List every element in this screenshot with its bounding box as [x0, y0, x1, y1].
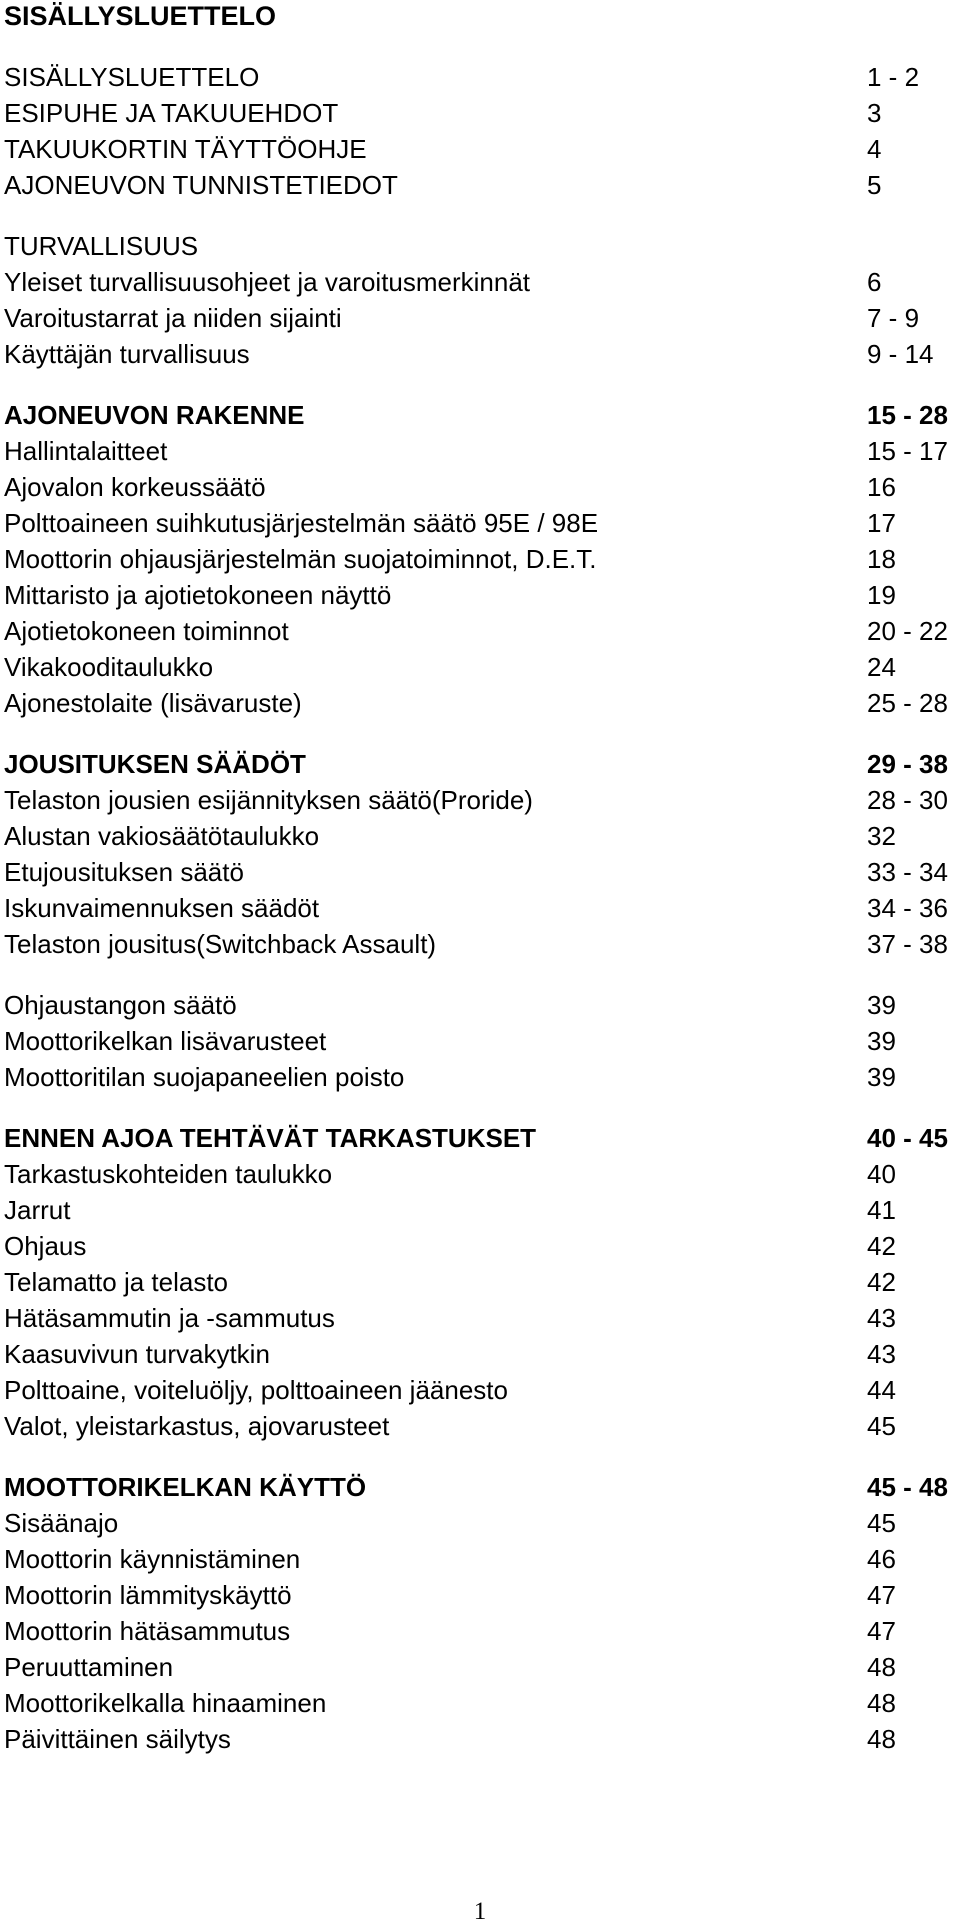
toc-entry-label: Ajonestolaite (lisävaruste)	[4, 688, 302, 718]
toc-entry-row	[4, 649, 944, 685]
table-of-contents	[4, 59, 948, 1757]
toc-entry-row	[4, 818, 944, 854]
toc-entry-row	[4, 131, 944, 167]
toc-entry-label: Hätäsammutin ja -sammutus	[4, 1303, 335, 1333]
toc-entry-label: Ajotietokoneen toiminnot	[4, 616, 289, 646]
toc-entry-pages: 41	[867, 1195, 896, 1225]
toc-entry-row	[4, 1721, 944, 1757]
toc-entry-pages: 48	[867, 1688, 896, 1718]
toc-entry-label: Peruuttaminen	[4, 1652, 174, 1682]
toc-entry-pages: 15 - 17	[867, 436, 948, 466]
toc-entry-pages: 37 - 38	[867, 929, 948, 959]
toc-heading-row	[4, 397, 948, 433]
toc-entry-label: SISÄLLYSLUETTELO	[4, 62, 260, 92]
toc-entry-row	[4, 1228, 944, 1264]
toc-heading-row	[4, 746, 948, 782]
toc-entry-label: Iskunvaimennuksen säädöt	[4, 893, 320, 923]
toc-entry-label: Ajovalon korkeussäätö	[4, 472, 266, 502]
toc-entry-label: Polttoaineen suihkutusjärjestelmän säätö 95E / 98E	[4, 508, 599, 538]
toc-entry-row	[4, 264, 944, 300]
toc-entry-row	[4, 1300, 944, 1336]
toc-entry-pages: 33 - 34	[867, 857, 948, 887]
toc-entry-label: Sisäänajo	[4, 1508, 119, 1538]
toc-entry-label: Päivittäinen säilytys	[4, 1724, 231, 1754]
toc-entry-label: Telamatto ja telasto	[4, 1267, 229, 1297]
toc-entry-row	[4, 95, 944, 131]
toc-entry-pages: 44	[867, 1375, 896, 1405]
toc-entry-pages: 19	[867, 580, 896, 610]
toc-entry-row	[4, 300, 944, 336]
toc-section	[4, 397, 948, 721]
toc-entry-row	[4, 1505, 944, 1541]
toc-entry-pages: 17	[867, 508, 896, 538]
toc-entry-label: Yleiset turvallisuusohjeet ja varoitusmerkinnät	[4, 267, 531, 297]
toc-entry-pages: 39	[867, 1026, 896, 1056]
toc-entry-label: TAKUUKORTIN TÄYTTÖOHJE	[4, 134, 367, 164]
toc-entry-row	[4, 1408, 944, 1444]
toc-entry-label: Ohjaustangon säätö	[4, 990, 237, 1020]
toc-entry-label: Polttoaine, voiteluöljy, polttoaineen jäänesto	[4, 1375, 508, 1405]
toc-entry-label: Kaasuvivun turvakytkin	[4, 1339, 270, 1369]
toc-entry-label: TURVALLISUUS	[4, 231, 199, 261]
toc-entry-label: Telaston jousien esijännityksen säätö(Proride)	[4, 785, 533, 815]
toc-entry-pages: 3	[867, 98, 882, 128]
toc-entry-label: Alustan vakiosäätötaulukko	[4, 821, 320, 851]
toc-entry-label: Moottorin ohjausjärjestelmän suojatoiminnot, D.E.T.	[4, 544, 597, 574]
toc-entry-pages: 16	[867, 472, 896, 502]
toc-entry-pages: 40	[867, 1159, 896, 1189]
toc-entry-label: MOOTTORIKELKAN KÄYTTÖ	[4, 1472, 367, 1502]
toc-entry-label: Moottorin lämmityskäyttö	[4, 1580, 292, 1610]
toc-entry-row	[4, 577, 944, 613]
toc-entry-row	[4, 1264, 944, 1300]
toc-entry-label: Tarkastuskohteiden taulukko	[4, 1159, 333, 1189]
toc-entry-pages: 39	[867, 990, 896, 1020]
toc-entry-row	[4, 59, 944, 95]
toc-entry-label: Telaston jousitus(Switchback Assault)	[4, 929, 437, 959]
toc-section	[4, 59, 944, 203]
toc-entry-pages: 32	[867, 821, 896, 851]
toc-entry-row	[4, 613, 948, 649]
toc-entry-row	[4, 854, 948, 890]
toc-entry-pages: 15 - 28	[867, 400, 948, 430]
toc-entry-pages: 25 - 28	[867, 688, 948, 718]
toc-entry-pages: 42	[867, 1267, 896, 1297]
toc-entry-pages: 29 - 38	[867, 749, 948, 779]
toc-entry-row	[4, 926, 948, 962]
toc-entry-row	[4, 469, 944, 505]
toc-entry-label: AJONEUVON RAKENNE	[4, 400, 305, 430]
toc-entry-label: Mittaristo ja ajotietokoneen näyttö	[4, 580, 392, 610]
toc-entry-label: Varoitustarrat ja niiden sijainti	[4, 303, 342, 333]
toc-entry-label: Vikakooditaulukko	[4, 652, 214, 682]
toc-entry-label: JOUSITUKSEN SÄÄDÖT	[4, 749, 306, 779]
toc-entry-label: Etujousituksen säätö	[4, 857, 244, 887]
toc-entry-pages: 7 - 9	[867, 303, 920, 333]
toc-entry-row	[4, 433, 948, 469]
toc-entry-pages: 34 - 36	[867, 893, 948, 923]
toc-entry-label: Moottorin hätäsammutus	[4, 1616, 291, 1646]
document-title: SISÄLLYSLUETTELO	[4, 1, 277, 31]
toc-entry-label: AJONEUVON TUNNISTETIEDOT	[4, 170, 398, 200]
toc-entry-pages: 24	[867, 652, 896, 682]
toc-entry-pages: 47	[867, 1580, 896, 1610]
toc-entry-row	[4, 505, 944, 541]
toc-entry-row	[4, 336, 944, 372]
toc-entry-pages: 45	[867, 1508, 896, 1538]
toc-entry-pages: 42	[867, 1231, 896, 1261]
toc-entry-row	[4, 228, 944, 264]
page-number: 1	[473, 1898, 487, 1925]
toc-entry-pages: 46	[867, 1544, 896, 1574]
toc-entry-label: Hallintalaitteet	[4, 436, 168, 466]
toc-entry-row	[4, 1156, 944, 1192]
toc-entry-row	[4, 1541, 944, 1577]
toc-heading-row	[4, 1120, 948, 1156]
toc-section	[4, 987, 944, 1095]
toc-entry-label: Valot, yleistarkastus, ajovarusteet	[4, 1411, 390, 1441]
toc-entry-row	[4, 1059, 944, 1095]
toc-entry-pages: 45 - 48	[867, 1472, 948, 1502]
toc-entry-row	[4, 167, 944, 203]
toc-entry-row	[4, 1372, 944, 1408]
toc-entry-label: ESIPUHE JA TAKUUEHDOT	[4, 98, 339, 128]
toc-entry-row	[4, 1192, 944, 1228]
toc-entry-pages: 4	[867, 134, 882, 164]
toc-entry-row	[4, 1685, 944, 1721]
toc-entry-pages: 5	[867, 170, 882, 200]
toc-entry-row	[4, 541, 944, 577]
toc-section	[4, 1120, 948, 1444]
toc-entry-label: Moottorin käynnistäminen	[4, 1544, 301, 1574]
toc-entry-label: ENNEN AJOA TEHTÄVÄT TARKASTUKSET	[4, 1123, 537, 1153]
toc-entry-row	[4, 1336, 944, 1372]
toc-entry-row	[4, 1613, 944, 1649]
toc-entry-row	[4, 1023, 944, 1059]
toc-entry-pages: 45	[867, 1411, 896, 1441]
toc-entry-row	[4, 782, 948, 818]
toc-entry-pages: 48	[867, 1652, 896, 1682]
toc-heading-row	[4, 1469, 948, 1505]
toc-entry-pages: 48	[867, 1724, 896, 1754]
toc-entry-row	[4, 987, 944, 1023]
toc-entry-pages: 43	[867, 1339, 896, 1369]
toc-entry-pages: 1 - 2	[867, 62, 920, 92]
toc-entry-row	[4, 685, 948, 721]
toc-entry-pages: 18	[867, 544, 896, 574]
toc-entry-pages: 6	[867, 267, 882, 297]
toc-entry-label: Jarrut	[4, 1195, 71, 1225]
toc-entry-pages: 39	[867, 1062, 896, 1092]
toc-section	[4, 1469, 948, 1757]
toc-entry-label: Ohjaus	[4, 1231, 87, 1261]
toc-entry-label: Moottorikelkan lisävarusteet	[4, 1026, 327, 1056]
toc-entry-row	[4, 1577, 944, 1613]
toc-section	[4, 228, 944, 372]
toc-section	[4, 746, 948, 962]
toc-entry-pages: 43	[867, 1303, 896, 1333]
toc-entry-row	[4, 890, 948, 926]
toc-entry-pages: 28 - 30	[867, 785, 948, 815]
toc-entry-pages: 9 - 14	[867, 339, 934, 369]
toc-entry-row	[4, 1649, 944, 1685]
toc-entry-pages: 47	[867, 1616, 896, 1646]
toc-entry-label: Moottorikelkalla hinaaminen	[4, 1688, 327, 1718]
toc-entry-pages: 40 - 45	[867, 1123, 948, 1153]
toc-entry-label: Moottoritilan suojapaneelien poisto	[4, 1062, 405, 1092]
toc-entry-pages: 20 - 22	[867, 616, 948, 646]
toc-entry-label: Käyttäjän turvallisuus	[4, 339, 250, 369]
